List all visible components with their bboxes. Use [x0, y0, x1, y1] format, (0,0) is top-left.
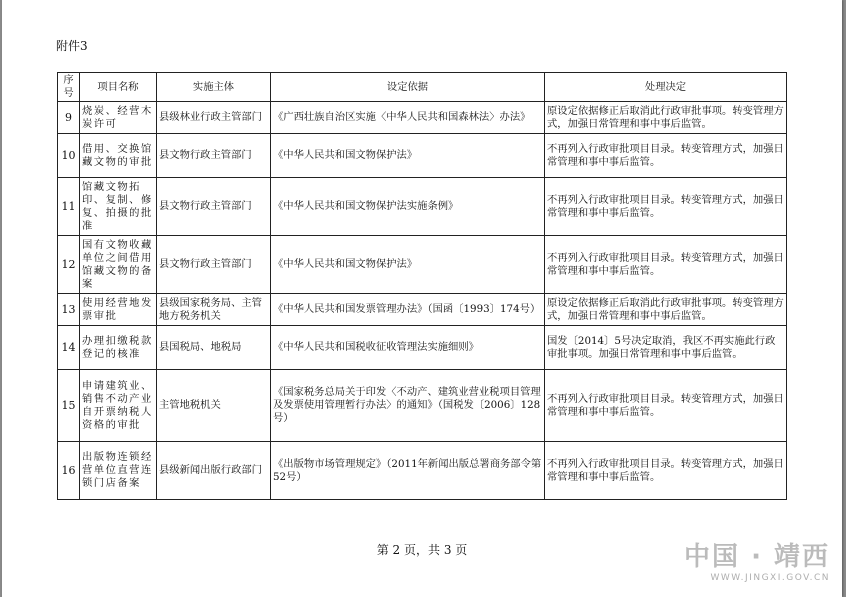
- site-watermark: [684, 536, 830, 583]
- header-basis: 设定依据: [271, 73, 545, 102]
- row-decision: 国发〔2014〕5号决定取消，我区不再实施此行政审批事项。加强日常管理和事中事后监管。: [545, 326, 787, 370]
- row-decision: 不再列入行政审批项目目录。转变管理方式，加强日常管理和事中事后监管。: [545, 442, 787, 500]
- table-row: [58, 294, 787, 326]
- table-row: [58, 370, 787, 442]
- row-implementing-body: 县文物行政主管部门: [157, 178, 271, 236]
- row-item-name: 国有文物收藏单位之间借用馆藏文物的备案: [80, 236, 157, 294]
- table-row: [58, 134, 787, 178]
- table-row: [58, 236, 787, 294]
- watermark-url: WWW.JINGXI.GOV.CN: [710, 573, 830, 583]
- row-decision: 不再列入行政审批项目目录。转变管理方式，加强日常管理和事中事后监管。: [545, 236, 787, 294]
- row-implementing-body: 县文物行政主管部门: [157, 236, 271, 294]
- row-legal-basis: 《出版物市场管理规定》（2011年新闻出版总署商务部令第52号）: [271, 442, 545, 500]
- row-implementing-body: 县级新闻出版行政部门: [157, 442, 271, 500]
- row-legal-basis: 《中华人民共和国发票管理办法》（国函〔1993〕174号）: [271, 294, 545, 326]
- row-implementing-body: 县国税局、地税局: [157, 326, 271, 370]
- row-decision: 不再列入行政审批项目目录。转变管理方式，加强日常管理和事中事后监管。: [545, 178, 787, 236]
- row-num: 12: [58, 236, 80, 294]
- row-num: 10: [58, 134, 80, 178]
- table-row: [58, 326, 787, 370]
- row-num: 11: [58, 178, 80, 236]
- row-legal-basis: 《中华人民共和国文物保护法实施条例》: [271, 178, 545, 236]
- row-num: 9: [58, 102, 80, 134]
- header-name: 项目名称: [80, 73, 157, 102]
- row-implementing-body: 县文物行政主管部门: [157, 134, 271, 178]
- row-implementing-body: 主管地税机关: [157, 370, 271, 442]
- table-row: [58, 442, 787, 500]
- document-page: [2, 0, 842, 597]
- table-row: [58, 102, 787, 134]
- row-decision: 不再列入行政审批项目目录。转变管理方式，加强日常管理和事中事后监管。: [545, 134, 787, 178]
- row-legal-basis: 《中华人民共和国文物保护法》: [271, 236, 545, 294]
- row-legal-basis: 《中华人民共和国文物保护法》: [271, 134, 545, 178]
- row-item-name: 烧炭、经营木炭许可: [80, 102, 157, 134]
- row-item-name: 馆藏文物拓印、复制、修复、拍摄的批准: [80, 178, 157, 236]
- header-body: 实施主体: [157, 73, 271, 102]
- row-item-name: 出版物连锁经营单位直营连锁门店备案: [80, 442, 157, 500]
- row-decision: 原设定依据修正后取消此行政审批事项。转变管理方式，加强日常管理和事中事后监管。: [545, 102, 787, 134]
- header-num: 序号: [58, 73, 80, 102]
- attachment-label: 附件3: [56, 39, 88, 53]
- row-num: 14: [58, 326, 80, 370]
- header-decision: 处理决定: [545, 73, 787, 102]
- row-num: 15: [58, 370, 80, 442]
- row-decision: 原设定依据修正后取消此行政审批事项。转变管理方式，加强日常管理和事中事后监管。: [545, 294, 787, 326]
- table-header-row: [58, 73, 787, 102]
- row-decision: 不再列入行政审批项目目录。转变管理方式，加强日常管理和事中事后监管。: [545, 370, 787, 442]
- page-number-footer: 第 2 页，共 3 页: [376, 543, 468, 557]
- row-implementing-body: 县级国家税务局、主管地方税务机关: [157, 294, 271, 326]
- row-item-name: 办理扣缴税款登记的核准: [80, 326, 157, 370]
- approval-items-table: [57, 72, 787, 500]
- table-row: [58, 178, 787, 236]
- row-legal-basis: 《中华人民共和国税收征收管理法实施细则》: [271, 326, 545, 370]
- watermark-logo: 中国 · 靖西: [684, 542, 830, 572]
- row-legal-basis: 《广西壮族自治区实施〈中华人民共和国森林法〉办法》: [271, 102, 545, 134]
- row-legal-basis: 《国家税务总局关于印发〈不动产、建筑业营业税项目管理及发票使用管理暂行办法〉的通知》（国税发〔2006〕128号）: [271, 370, 545, 442]
- row-item-name: 使用经营地发票审批: [80, 294, 157, 326]
- row-num: 16: [58, 442, 80, 500]
- row-item-name: 申请建筑业、销售不动产业自开票纳税人资格的审批: [80, 370, 157, 442]
- row-item-name: 借用、交换馆藏文物的审批: [80, 134, 157, 178]
- row-implementing-body: 县级林业行政主管部门: [157, 102, 271, 134]
- row-num: 13: [58, 294, 80, 326]
